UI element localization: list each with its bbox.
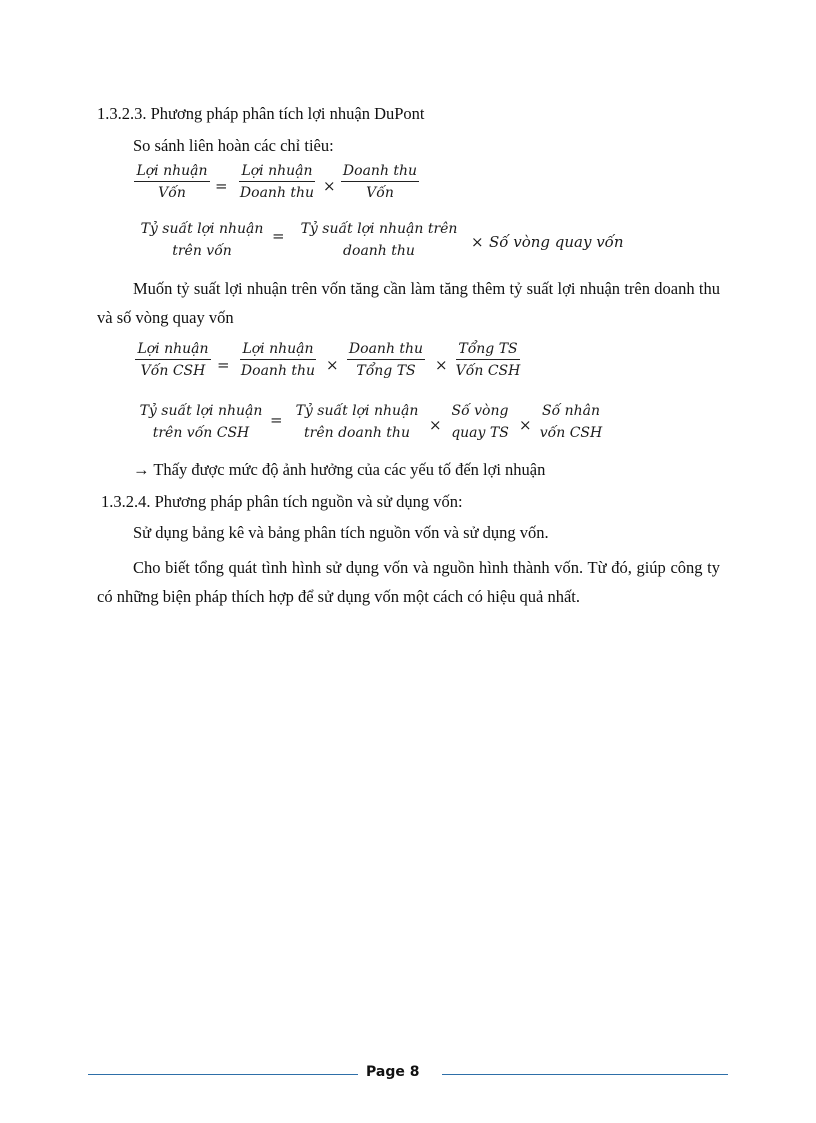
fraction-denominator: Vốn: [366, 185, 394, 201]
fraction-2: [337, 163, 423, 201]
equals-sign: =: [217, 356, 230, 374]
fraction-denominator: Vốn: [158, 185, 186, 201]
fraction-3: [451, 341, 525, 379]
footer-rule-right: [442, 1074, 728, 1075]
times-sign: ×: [519, 416, 532, 434]
footer-rule-left: [88, 1074, 358, 1075]
sources-uses-line: Sử dụng bảng kê và bảng phân tích nguồn vốn và sử dụng vốn.: [133, 523, 549, 542]
fraction-denominator: Vốn CSH: [140, 363, 206, 379]
fraction-lhs: [133, 341, 213, 379]
lhs-line-2: trên vốn: [172, 243, 232, 259]
intro-text: So sánh liên hoàn các chỉ tiêu:: [133, 136, 334, 155]
fraction-numerator: Tổng TS: [456, 341, 519, 360]
fraction-lhs: [133, 163, 211, 201]
times-sign: ×: [429, 416, 442, 434]
factor-2-stacked: [443, 403, 517, 441]
fraction-denominator: Tổng TS: [356, 363, 416, 379]
paragraph-increase-ratio: Muốn tỷ suất lợi nhuận trên vốn tăng cần làm tăng thêm tỷ suất lợi nhuận trên doanh thu và số vòng quay vốn: [97, 279, 720, 327]
factor-2: Số vòng quay vốn: [489, 233, 624, 251]
lhs-stacked: [133, 403, 269, 441]
lhs-line-2: trên vốn CSH: [152, 425, 250, 441]
equals-sign: =: [272, 227, 285, 245]
equals-sign: =: [270, 411, 283, 429]
conclusion-text: → Thấy được mức độ ảnh hưởng của các yếu tố đến lợi nhuận: [133, 460, 546, 479]
factor-3-stacked: [535, 403, 607, 441]
factor-1-stacked: [291, 221, 467, 259]
section-heading-sources-uses: 1.3.2.4. Phương pháp phân tích nguồn và sử dụng vốn:: [101, 492, 463, 511]
paragraph-capital-usage: Cho biết tổng quát tình hình sử dụng vốn và nguồn hình thành vốn. Từ đó, giúp công ty có những biện pháp thích hợp để sử dụng vốn một cách có hiệu quả nhất.: [97, 558, 720, 606]
factor-line-2: quay TS: [451, 425, 509, 441]
fraction-numerator: Lợi nhuận: [239, 163, 314, 182]
fraction-2: [343, 341, 429, 379]
lhs-stacked: [133, 221, 271, 259]
lhs-line-1: Tỷ suất lợi nhuận: [140, 221, 264, 237]
factor-line-2: vốn CSH: [539, 425, 603, 441]
factor-line-2: doanh thu: [343, 243, 415, 259]
lhs-line-1: Tỷ suất lợi nhuận: [139, 403, 263, 419]
fraction-1: [233, 163, 321, 201]
section-heading-dupont: 1.3.2.3. Phương pháp phân tích lợi nhuận DuPont: [97, 104, 425, 123]
formula-roe: [133, 341, 553, 391]
fraction-1: [235, 341, 321, 379]
factor-line-1: Tỷ suất lợi nhuận trên: [300, 221, 458, 237]
times-sign: ×: [471, 233, 484, 251]
factor-1-stacked: [287, 403, 427, 441]
times-sign: ×: [435, 356, 448, 374]
fraction-numerator: Lợi nhuận: [134, 163, 209, 182]
fraction-numerator: Lợi nhuận: [135, 341, 210, 360]
factor-line-1: Số nhân: [541, 403, 600, 419]
times-sign: ×: [323, 177, 336, 195]
factor-line-2: trên doanh thu: [304, 425, 410, 441]
factor-line-1: Tỷ suất lợi nhuận: [295, 403, 419, 419]
fraction-denominator: Doanh thu: [240, 363, 316, 379]
formula-roe-components: [133, 403, 613, 451]
formula-return-on-capital: [133, 221, 633, 269]
page-number: Page 8: [366, 1064, 420, 1080]
fraction-numerator: Lợi nhuận: [240, 341, 315, 360]
times-sign: ×: [326, 356, 339, 374]
fraction-numerator: Doanh thu: [347, 341, 425, 360]
equals-sign: =: [215, 177, 228, 195]
fraction-denominator: Vốn CSH: [455, 363, 521, 379]
formula-profit-over-capital: [133, 163, 433, 211]
fraction-numerator: Doanh thu: [341, 163, 419, 182]
factor-line-1: Số vòng: [451, 403, 509, 419]
fraction-denominator: Doanh thu: [239, 185, 315, 201]
